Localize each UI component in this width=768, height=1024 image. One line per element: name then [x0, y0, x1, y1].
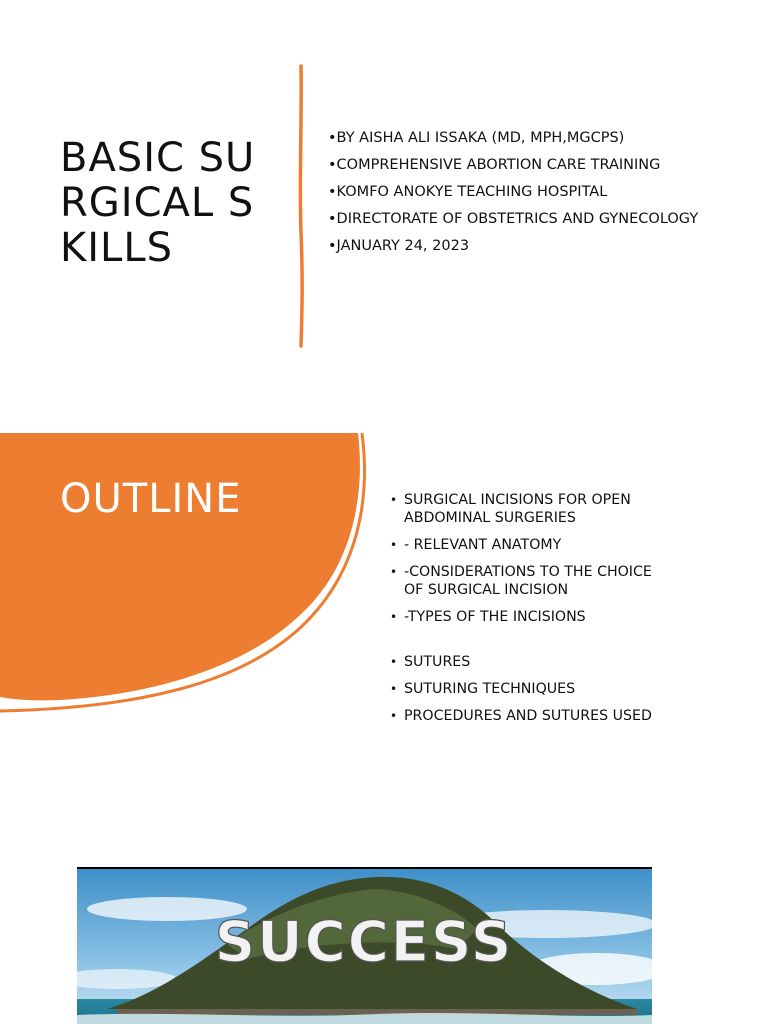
info-item-training: •COMPREHENSIVE ABORTION CARE TRAINING [328, 157, 661, 173]
outline-item-text: -CONSIDERATIONS TO THE CHOICE OF SURGICAL INCISION [404, 564, 652, 598]
bullet-icon: • [390, 493, 398, 507]
orange-blob-shape [0, 400, 400, 720]
bullet-icon: • [390, 709, 398, 723]
info-item-author: •BY AISHA ALI ISSAKA (MD, MPH,MGCPS) [328, 130, 625, 146]
bullet-icon: • [390, 610, 398, 624]
info-item-hospital: •KOMFO ANOKYE TEACHING HOSPITAL [328, 184, 608, 200]
outline-list [390, 491, 670, 734]
slide-title [0, 0, 768, 400]
bullet-icon: • [390, 565, 398, 579]
success-island-image [77, 867, 652, 1024]
slide-success-image [0, 820, 768, 1024]
outline-heading: OUTLINE [60, 476, 242, 522]
info-item-date: •JANUARY 24, 2023 [328, 238, 470, 254]
bullet-icon: • [390, 655, 398, 669]
slide-outline [0, 400, 768, 820]
outline-item [390, 536, 670, 554]
bullet-icon: • [390, 682, 398, 696]
vertical-divider [296, 62, 308, 352]
bullet-icon: • [390, 538, 398, 552]
outline-item [390, 653, 670, 671]
outline-item [390, 608, 670, 626]
outline-item-text: -TYPES OF THE INCISIONS [404, 609, 586, 625]
outline-item-text: SUTURING TECHNIQUES [404, 681, 576, 697]
outline-item-text: SUTURES [404, 654, 471, 670]
outline-item [390, 707, 670, 725]
slide-title-heading: BASIC SURGICAL SKILLS [60, 135, 256, 271]
outline-item-text: PROCEDURES AND SUTURES USED [404, 708, 652, 724]
outline-item-text: - RELEVANT ANATOMY [404, 537, 562, 553]
outline-item [390, 680, 670, 698]
author-info-list [328, 128, 698, 263]
outline-item [390, 491, 670, 527]
info-item-directorate: •DIRECTORATE OF OBSTETRICS AND GYNECOLOGY [328, 211, 699, 227]
outline-item-text: SURGICAL INCISIONS FOR OPEN ABDOMINAL SURGERIES [404, 492, 631, 526]
success-word: SUCCESS [214, 910, 514, 975]
outline-item [390, 563, 670, 599]
